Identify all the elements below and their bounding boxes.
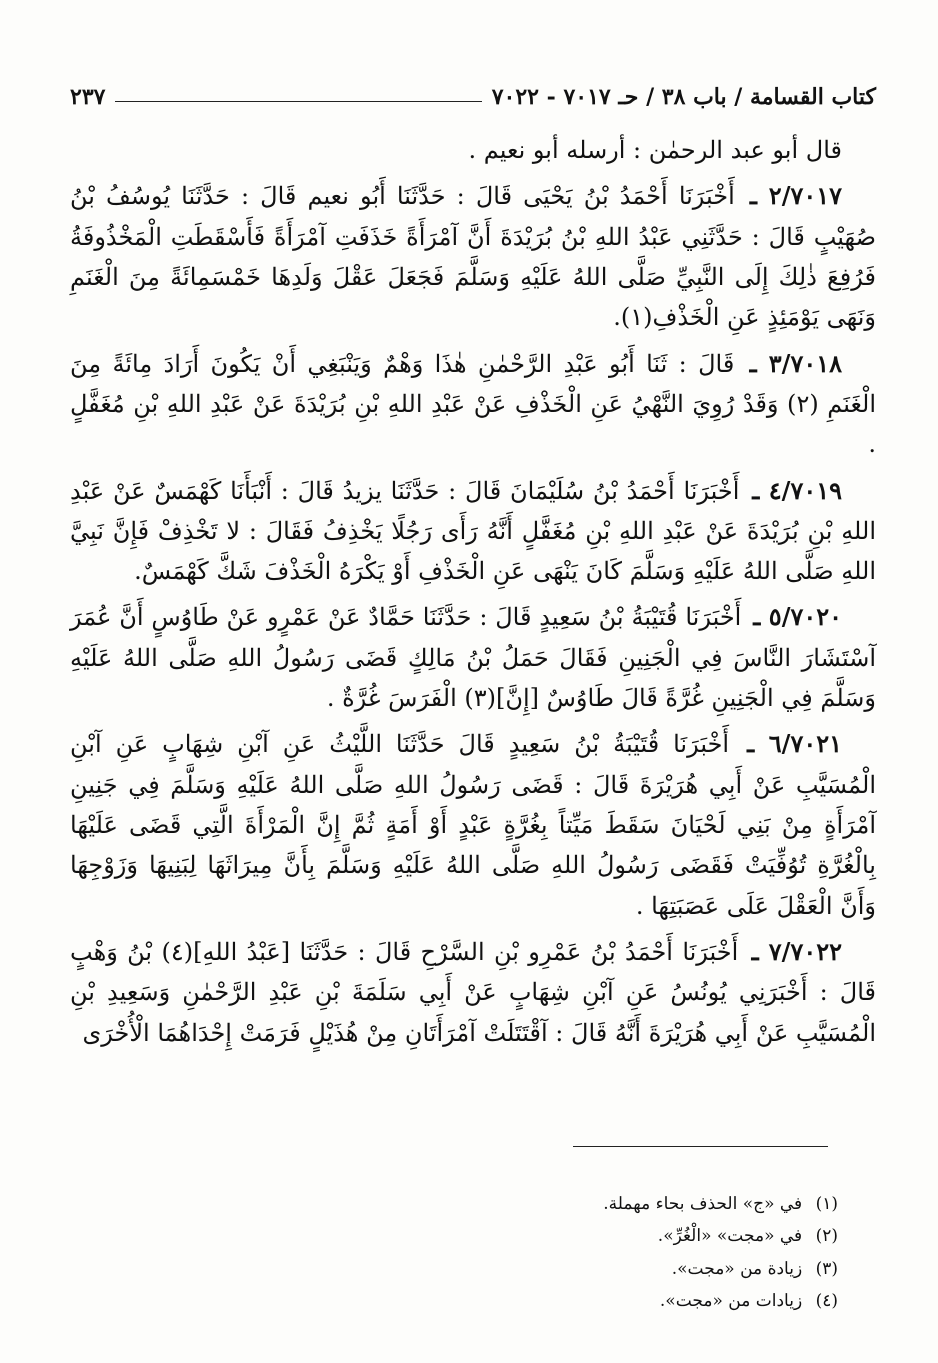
footnote-text: زيادة من «مجت». bbox=[671, 1258, 803, 1279]
hadith-7020 bbox=[70, 597, 876, 718]
footnote-divider bbox=[573, 1146, 828, 1147]
hadith-text: أَخْبَرَنَا أَحْمَدُ بْنُ عَمْرِو بْنِ السَّرْحِ قَالَ : حَدَّثَنَا [عَبْدُ اللهِ](٤) بْنُ وَهْبٍ قَالَ : أَخْبَرَنِي يُونُسُ عَنِ آبْنِ شِهَابٍ عَنْ أَبِي سَلَمَةَ بْنِ عَبْدِ الرَّحْمٰنِ وَسَعِيدِ بْنِ الْمُسَيَّبِ عَنْ أَبِي هُرَيْرَةَ أَنَّهُ قَالَ : آقْتَتَلَتْ آمْرَأَتَانِ مِنْ هُذَيْلٍ فَرَمَتْ إِحْدَاهُمَا الْأُخْرَى bbox=[70, 937, 876, 1047]
hadith-number: ٧/٧٠٢٢ ـ bbox=[751, 936, 842, 966]
footnotes bbox=[70, 1188, 838, 1317]
main-text bbox=[70, 130, 876, 1059]
footnote-number: (١) bbox=[815, 1194, 838, 1214]
hadith-7021 bbox=[70, 724, 876, 926]
hadith-text: قَالَ : ثَنَا أَبُو عَبْدِ الرَّحْمٰنِ هٰذَا وَهْمٌ وَيَنْبَغِي أَنْ يَكُونَ أَرَادَ مِائَةً مِنَ الْغَنَمِ (٢) وَقَدْ رُوِيَ النَّهْيُ عَنِ الْخَذْفِ عَنْ عَبْدِ اللهِ بْنِ بُرَيْدَةَ عَنْ عَبْدِ اللهِ بْنِ مُغَفَّلٍ . bbox=[70, 349, 877, 459]
footnote-item bbox=[70, 1253, 838, 1285]
hadith-text: أَخْبَرَنَا قُتَيْبَةُ بْنُ سَعِيدٍ قَالَ حَدَّثَنَا اللَّيْثُ عَنِ آبْنِ شِهَابٍ عَنِ آبْنِ الْمُسَيَّبِ عَنْ أَبِي هُرَيْرَةَ قَالَ : قَضَى رَسُولُ اللهِ صَلَّى اللهُ عَلَيْهِ وَسَلَّمَ فِي جَنِينِ آمْرَأَةٍ مِنْ بَنِي لَحْيَانَ سَقَطَ مَيِّتاً بِغُرَّةٍ عَبْدٍ أَوْ أَمَةٍ ثُمَّ إِنَّ الْمَرْأَةَ الَّتِي قَضَى عَلَيْهَا بِالْغُرَّةِ تُوُفِّيَتْ فَقَضَى رَسُولُ اللهِ صَلَّى اللهُ عَلَيْهِ وَسَلَّمَ بِأَنَّ مِيرَاثَهَا لِبَنِيهَا وَزَوْجِهَا وَأَنَّ الْعَقْلَ عَلَى عَصَبَتِهَا . bbox=[70, 730, 876, 920]
footnote-text: في «ج» الحذف بحاء مهملة. bbox=[603, 1194, 803, 1214]
hadith-7018 bbox=[70, 344, 876, 465]
hadith-7017 bbox=[70, 176, 876, 337]
running-header bbox=[70, 74, 876, 110]
header-title: كتاب القسامة / باب ٣٨ / حـ ٧٠١٧ - ٧٠٢٢ bbox=[491, 84, 876, 110]
footnote-text: في «مجت» «الْغُرِّ». bbox=[657, 1226, 803, 1247]
hadith-text: أَخْبَرَنَا أَحْمَدُ بْنُ سُلَيْمَانَ قَالَ : حَدَّثَنَا يزيدُ قَالَ : أَنْبَأَنَا كَهْمَسٌ عَنْ عَبْدِ اللهِ بْنِ بُرَيْدَةَ عَنْ عَبْدِ اللهِ بْنِ مُغَفَّلٍ أَنَّهُ رَأَى رَجُلًا يَخْذِفُ فَقَالَ : لا تَخْذِفْ فَإِنَّ نَبِيَّ اللهِ صَلَّى اللهُ عَلَيْهِ وَسَلَّمَ كَانَ يَنْهَى عَنِ الْخَذْفِ أَوْ يَكْرَهُ الْخَذْفَ شَكَّ كَهْمَسٌ. bbox=[70, 476, 876, 586]
hadith-text: أَخْبَرَنَا أَحْمَدُ بْنُ يَحْيَى قَالَ : حَدَّثَنَا أَبُو نعيم قَالَ : حَدَّثَنَا يُوسُفُ بْنُ صُهَيْبٍ قَالَ : حَدَّثَنِي عَبْدُ اللهِ بْنُ بُرَيْدَةَ أَنَّ آمْرَأَةً خَذَفَتِ آمْرَأَةً فَأَسْقَطَتِ الْمَخْذُوفَةُ فَرُفِعَ ذٰلِكَ إِلَى النَّبِيِّ صَلَّى اللهُ عَلَيْهِ وَسَلَّمَ فَجَعَلَ عَقْلَ وَلَدِهَا خَمْسَمِائَةً مِنَ الْغَنَمِ وَنَهَى يَوْمَئِذٍ عَنِ الْخَذْفِ(١). bbox=[70, 182, 876, 332]
hadith-number: ٢/٧٠١٧ ـ bbox=[749, 181, 843, 211]
footnote-number: (٤) bbox=[815, 1290, 838, 1311]
hadith-text: أَخْبَرَنَا قُتَيْبَةُ بْنُ سَعِيدٍ قَالَ : حَدَّثَنَا حَمَّادٌ عَنْ عَمْرٍو عَنْ طَاوُسٍ أَنَّ عُمَرَ آسْتَشَارَ النَّاسَ فِي الْجَنِينِ فَقَالَ حَمَلُ بْنُ مَالِكٍ قَضَى رَسُولُ اللهِ صَلَّى اللهُ عَلَيْهِ وَسَلَّمَ فِي الْجَنِينِ غُرَّةً قَالَ طَاوُسٌ [إِنَّ](٣) الْفَرَسَ غُرَّةٌ . bbox=[70, 603, 876, 713]
hadith-number: ٤/٧٠١٩ ـ bbox=[752, 475, 842, 505]
footnote-text: زيادات من «مجت». bbox=[659, 1290, 803, 1311]
paragraph-intro bbox=[70, 130, 876, 170]
footnote-number: (٢) bbox=[815, 1226, 838, 1247]
footnote-item bbox=[70, 1285, 838, 1317]
footnote-item bbox=[70, 1220, 838, 1252]
hadith-7019 bbox=[70, 471, 876, 592]
footnote-number: (٣) bbox=[815, 1258, 838, 1279]
hadith-number: ٣/٧٠١٨ ـ bbox=[749, 348, 842, 378]
footnote-item bbox=[70, 1188, 838, 1220]
page-number: ٢٣٧ bbox=[70, 84, 106, 110]
header-rule bbox=[115, 101, 481, 102]
hadith-7022 bbox=[70, 932, 876, 1053]
paragraph-text: قال أبو عبد الرحمٰن : أرسله أبو نعيم . bbox=[468, 136, 842, 164]
hadith-number: ٦/٧٠٢١ ـ bbox=[747, 729, 842, 759]
hadith-number: ٥/٧٠٢٠ ـ bbox=[753, 602, 843, 632]
